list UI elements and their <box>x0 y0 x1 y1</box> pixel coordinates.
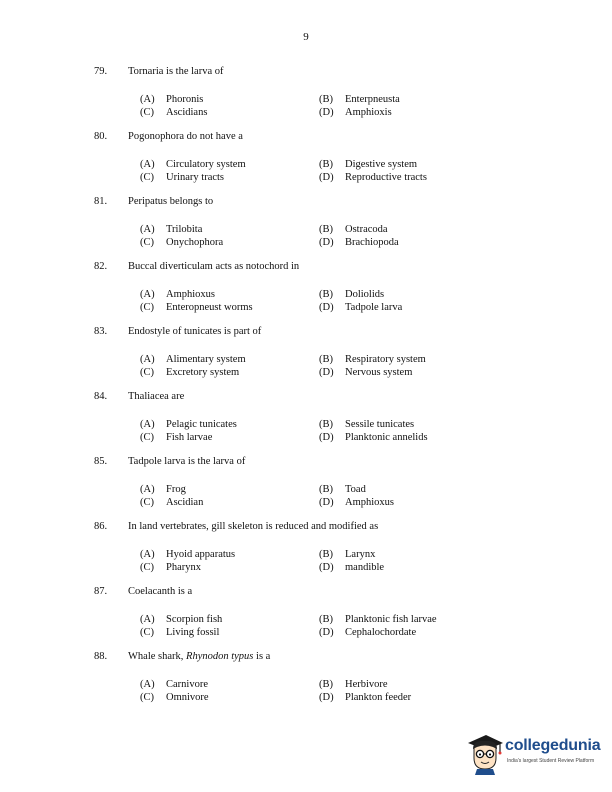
graduate-mascot-icon <box>466 731 504 775</box>
question-text: In land vertebrates, gill skeleton is reduced and modified as <box>128 521 379 532</box>
option-c <box>140 367 239 378</box>
option-d-label: (D) <box>319 562 334 573</box>
question-item <box>0 391 612 456</box>
option-c <box>140 172 224 183</box>
option-a-label: (A) <box>140 549 155 560</box>
question-text-suffix: is a <box>253 651 271 662</box>
option-a <box>140 484 186 495</box>
option-c-label: (C) <box>140 237 154 248</box>
option-c-text: Omnivore <box>166 692 209 703</box>
option-b-label: (B) <box>319 549 333 560</box>
option-b-text: Planktonic fish larvae <box>345 614 437 625</box>
option-a-text: Pelagic tunicates <box>166 419 237 430</box>
option-b-label: (B) <box>319 354 333 365</box>
question-item <box>0 326 612 391</box>
option-d <box>319 497 394 508</box>
option-d-text: Plankton feeder <box>345 692 412 703</box>
option-c-label: (C) <box>140 497 154 508</box>
option-d-text: Cephalochordate <box>345 627 417 638</box>
option-d <box>319 562 384 573</box>
option-b-label: (B) <box>319 679 333 690</box>
option-c-label: (C) <box>140 367 154 378</box>
option-a <box>140 159 246 170</box>
question-list <box>0 66 612 716</box>
option-a-text: Trilobita <box>166 224 203 235</box>
option-b-label: (B) <box>319 159 333 170</box>
question-item <box>0 586 612 651</box>
option-a-label: (A) <box>140 419 155 430</box>
option-d <box>319 692 411 703</box>
option-b-label: (B) <box>319 289 333 300</box>
option-b <box>319 224 388 235</box>
option-d-text: Brachiopoda <box>345 237 399 248</box>
option-a-label: (A) <box>140 224 155 235</box>
option-c <box>140 692 209 703</box>
option-d <box>319 302 402 313</box>
option-d <box>319 432 428 443</box>
question-item <box>0 66 612 131</box>
question-item <box>0 456 612 521</box>
option-b <box>319 289 384 300</box>
question-number: 81. <box>94 196 108 207</box>
option-c-text: Excretory system <box>166 367 240 378</box>
option-b-text: Enterpneusta <box>345 94 400 105</box>
question-item <box>0 131 612 196</box>
option-b-label: (B) <box>319 484 333 495</box>
option-d-text: Tadpole larva <box>345 302 403 313</box>
option-b-text: Ostracoda <box>345 224 388 235</box>
option-c <box>140 237 223 248</box>
option-a-text: Hyoid apparatus <box>166 549 236 560</box>
option-b <box>319 549 375 560</box>
option-c-text: Pharynx <box>166 562 201 573</box>
question-number: 87. <box>94 586 108 597</box>
question-item <box>0 521 612 586</box>
option-a-label: (A) <box>140 94 155 105</box>
question-number: 86. <box>94 521 108 532</box>
option-a <box>140 549 235 560</box>
option-d <box>319 237 399 248</box>
option-a-label: (A) <box>140 484 155 495</box>
option-c-text: Ascidians <box>166 107 208 118</box>
option-d-label: (D) <box>319 302 334 313</box>
option-c <box>140 302 253 313</box>
question-text: Thaliacea are <box>128 391 185 402</box>
option-c-label: (C) <box>140 302 154 313</box>
option-a <box>140 679 208 690</box>
option-b-label: (B) <box>319 94 333 105</box>
question-text: Tornaria is the larva of <box>128 66 224 77</box>
question-number: 80. <box>94 131 108 142</box>
option-b-text: Digestive system <box>345 159 418 170</box>
collegedunia-logo[interactable] <box>466 731 606 775</box>
option-b-text: Sessile tunicates <box>345 419 415 430</box>
option-b-label: (B) <box>319 419 333 430</box>
option-d <box>319 107 392 118</box>
option-d-text: mandible <box>345 562 385 573</box>
option-a-text: Amphioxus <box>166 289 216 300</box>
option-c-text: Living fossil <box>166 627 220 638</box>
option-b-text: Doliolids <box>345 289 385 300</box>
question-item <box>0 196 612 261</box>
option-c-text: Ascidian <box>166 497 204 508</box>
page-number: 9 <box>303 31 309 43</box>
option-c <box>140 627 219 638</box>
option-d-label: (D) <box>319 237 334 248</box>
option-a-label: (A) <box>140 354 155 365</box>
option-d-label: (D) <box>319 497 334 508</box>
option-c-label: (C) <box>140 107 154 118</box>
question-number: 88. <box>94 651 108 662</box>
option-a-text: Carnivore <box>166 679 208 690</box>
question-text-prefix: Whale shark, <box>128 651 187 662</box>
option-b-text: Larynx <box>345 549 376 560</box>
option-a-text: Circulatory system <box>166 159 246 170</box>
question-number: 84. <box>94 391 108 402</box>
option-b <box>319 159 417 170</box>
question-text: Tadpole larva is the larva of <box>128 456 246 467</box>
option-d-text: Reproductive tracts <box>345 172 427 183</box>
option-a-label: (A) <box>140 159 155 170</box>
option-d-label: (D) <box>319 367 334 378</box>
question-number: 79. <box>94 66 108 77</box>
option-a <box>140 289 215 300</box>
option-d-text: Planktonic annelids <box>345 432 428 443</box>
question-number: 83. <box>94 326 108 337</box>
question-text: Pogonophora do not have a <box>128 131 243 142</box>
option-a-text: Frog <box>166 484 186 495</box>
option-b <box>319 94 400 105</box>
option-c <box>140 562 201 573</box>
option-c-text: Urinary tracts <box>166 172 225 183</box>
question-number: 85. <box>94 456 108 467</box>
option-b-label: (B) <box>319 224 333 235</box>
option-a <box>140 614 222 625</box>
question-text: Buccal diverticulam acts as notochord in <box>128 261 300 272</box>
option-d-text: Amphioxus <box>345 497 395 508</box>
option-a-label: (A) <box>140 614 155 625</box>
option-b-text: Toad <box>345 484 366 495</box>
option-d-text: Nervous system <box>345 367 413 378</box>
option-a-text: Alimentary system <box>166 354 246 365</box>
option-b <box>319 679 388 690</box>
option-a <box>140 224 202 235</box>
option-d-label: (D) <box>319 107 334 118</box>
question-number: 82. <box>94 261 108 272</box>
option-a <box>140 419 237 430</box>
option-c-text: Fish larvae <box>166 432 213 443</box>
option-a <box>140 94 203 105</box>
option-a-text: Scorpion fish <box>166 614 223 625</box>
option-c-text: Enteropneust worms <box>166 302 253 313</box>
option-b-text: Respiratory system <box>345 354 426 365</box>
option-b <box>319 484 366 495</box>
option-b <box>319 354 426 365</box>
option-a-label: (A) <box>140 679 155 690</box>
option-d-label: (D) <box>319 627 334 638</box>
option-c-label: (C) <box>140 692 154 703</box>
option-d-label: (D) <box>319 692 334 703</box>
question-text: Peripatus belongs to <box>128 196 214 207</box>
option-d-text: Amphioxis <box>345 107 392 118</box>
option-b <box>319 419 414 430</box>
option-c <box>140 107 207 118</box>
species-name: Rhynodon typus <box>186 651 254 662</box>
question-text <box>128 651 270 662</box>
question-item <box>0 261 612 326</box>
question-text: Coelacanth is a <box>128 586 193 597</box>
option-a-label: (A) <box>140 289 155 300</box>
logo-tagline: India's largest Student Review Platform <box>507 758 595 764</box>
option-d <box>319 627 416 638</box>
option-b-label: (B) <box>319 614 333 625</box>
question-text: Endostyle of tunicates is part of <box>128 326 262 337</box>
option-c <box>140 497 203 508</box>
option-c-label: (C) <box>140 432 154 443</box>
question-item <box>0 651 612 716</box>
option-c <box>140 432 212 443</box>
option-b <box>319 614 437 625</box>
logo-wordmark: collegedunia <box>505 737 601 754</box>
option-c-text: Onychophora <box>166 237 224 248</box>
option-d <box>319 172 427 183</box>
option-d <box>319 367 412 378</box>
option-c-label: (C) <box>140 172 154 183</box>
option-a <box>140 354 246 365</box>
option-c-label: (C) <box>140 562 154 573</box>
option-d-label: (D) <box>319 172 334 183</box>
option-c-label: (C) <box>140 627 154 638</box>
option-a-text: Phoronis <box>166 94 204 105</box>
option-d-label: (D) <box>319 432 334 443</box>
option-b-text: Herbivore <box>345 679 388 690</box>
